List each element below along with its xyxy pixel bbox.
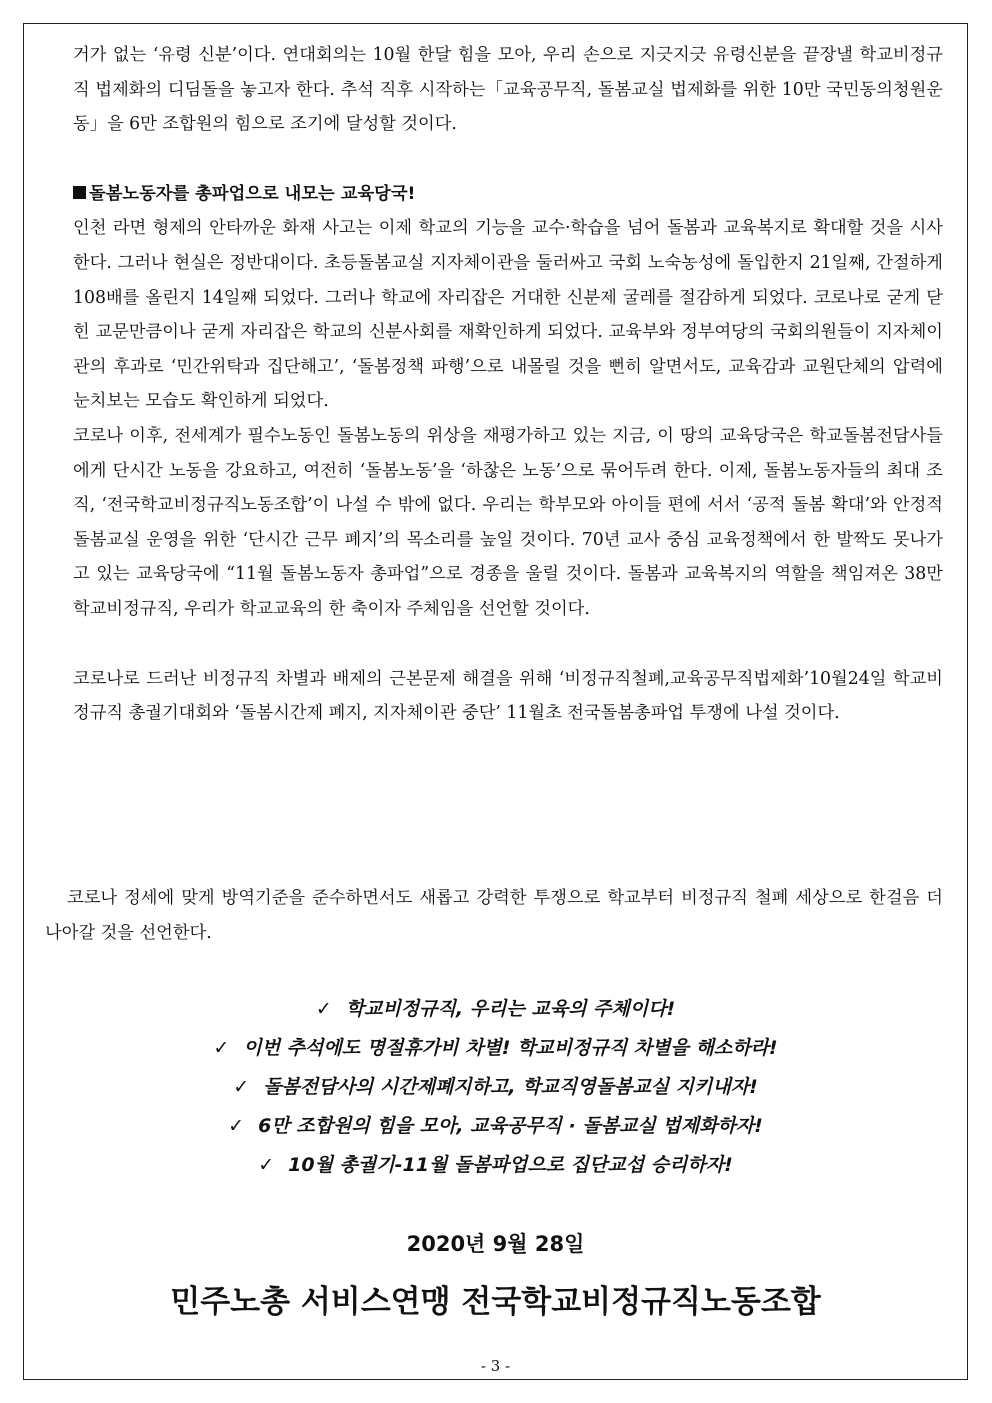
section-heading [73, 177, 943, 212]
page-number: - 3 - [480, 1357, 511, 1375]
paragraph-2: 인천 라면 형제의 안타까운 화재 사고는 이제 학교의 기능을 교수·학습을 넘어 돌봄과 교육복지로 확대할 것을 시사한다. 그러나 현실은 정반대이다. 초등돌봄교실 지자체이관을 둘러싸고 국회 노숙농성에 돌입한지 21일째, 간절하게 108배를 올린지 14일째 되었다. 그러나 학교에 자리잡은 거대한 신분제 굴레를 절감하게 되었다. 코로나로 굳게 닫힌 교문만큼이나 굳게 자리잡은 학교의 신분사회를 재확인하게 되었다. 교육부와 정부여당의 국회의원들이 지자체이관의 후과로 ‘민간위탁과 집단해고’, ‘돌봄정책 파행’으로 내몰릴 것을 뻔히 알면서도, 교육감과 교원단체의 압력에 눈치보는 모습도 확인하게 되었다. [73, 218, 943, 412]
checkmark-icon: ✓ [228, 1115, 245, 1137]
slogan-text: 10월 총궐기-11월 돌봄파업으로 집단교섭 승리하자! [288, 1154, 733, 1176]
checkmark-icon: ✓ [258, 1154, 275, 1176]
slogan-text: 돌봄전담사의 시간제폐지하고, 학교직영돌봄교실 지키내자! [263, 1076, 758, 1098]
document-date: 2020년 9월 28일 [406, 1232, 585, 1256]
slogan-list [23, 990, 968, 1185]
slogan-item [23, 1029, 968, 1068]
slogan-text: 학교비정규직, 우리는 교육의 주체이다! [345, 998, 676, 1020]
section-heading-text: 돌봄노동자를 총파업으로 내모는 교육당국! [89, 183, 416, 204]
black-square-icon [73, 186, 86, 199]
slogan-item [23, 990, 968, 1029]
slogan-item [23, 1068, 968, 1107]
body-text [73, 38, 943, 731]
paragraph-5: 코로나 정세에 맞게 방역기준을 준수하면서도 새롭고 강력한 투쟁으로 학교부터 비정규직 철폐 세상으로 한걸음 더 나아갈 것을 선언한다. [45, 888, 943, 943]
paragraph-3: 코로나 이후, 전세계가 필수노동인 돌봄노동의 위상을 재평가하고 있는 지금, 이 땅의 교육당국은 학교돌봄전담사들에게 단시간 노동을 강요하고, 여전히 ‘돌봄노동’을 ‘하찮은 노동’으로 묶어두려 한다. 이제, 돌봄노동자들의 최대 조직, ‘전국학교비정규직노동조합’이 나설 수 밖에 없다. 우리는 학부모와 아이들 편에 서서 ‘공적 돌봄 확대’와 안정적 돌봄교실 운영을 위한 ‘단시간 근무 폐지’의 목소리를 높일 것이다. 70년 교사 중심 교육정책에서 한 발짝도 못나가고 있는 교육당국에 “11월 돌봄노동자 총파업”으로 경종을 울릴 것이다. 돌봄과 교육복지의 역할을 책임져온 38만 학교비정규직, 우리가 학교교육의 한 축이자 주체임을 선언할 것이다. [73, 425, 943, 619]
checkmark-icon: ✓ [213, 1037, 230, 1059]
organization-name: 민주노총 서비스연맹 전국학교비정규직노동조합 [170, 1284, 821, 1320]
paragraph-1: 거가 없는 ‘유령 신분’이다. 연대회의는 10월 한달 힘을 모아, 우리 손으로 지긋지긋 유령신분을 끝장낼 학교비정규직 법제화의 디딤돌을 놓고자 한다. 추석 직후 시작하는「교육공무직, 돌봄교실 법제화를 위한 10만 국민동의청원운동」을 6만 조합원의 힘으로 조기에 달성할 것이다. [73, 45, 943, 135]
slogan-item [23, 1146, 968, 1185]
slogan-text: 6만 조합원의 힘을 모아, 교육공무직 · 돌봄교실 법제화하자! [258, 1115, 763, 1137]
slogan-text: 이번 추석에도 명절휴가비 차별! 학교비정규직 차별을 해소하라! [243, 1037, 778, 1059]
paragraph-4: 코로나로 드러난 비정규직 차별과 배제의 근본문제 해결을 위해 ‘비정규직철폐,교육공무직법제화’10월24일 학교비정규직 총궐기대회와 ‘돌봄시간제 폐지, 지자체이관 중단’ 11월초 전국돌봄총파업 투쟁에 나설 것이다. [73, 668, 943, 724]
checkmark-icon: ✓ [315, 998, 332, 1020]
slogan-item [23, 1107, 968, 1146]
checkmark-icon: ✓ [233, 1076, 250, 1098]
